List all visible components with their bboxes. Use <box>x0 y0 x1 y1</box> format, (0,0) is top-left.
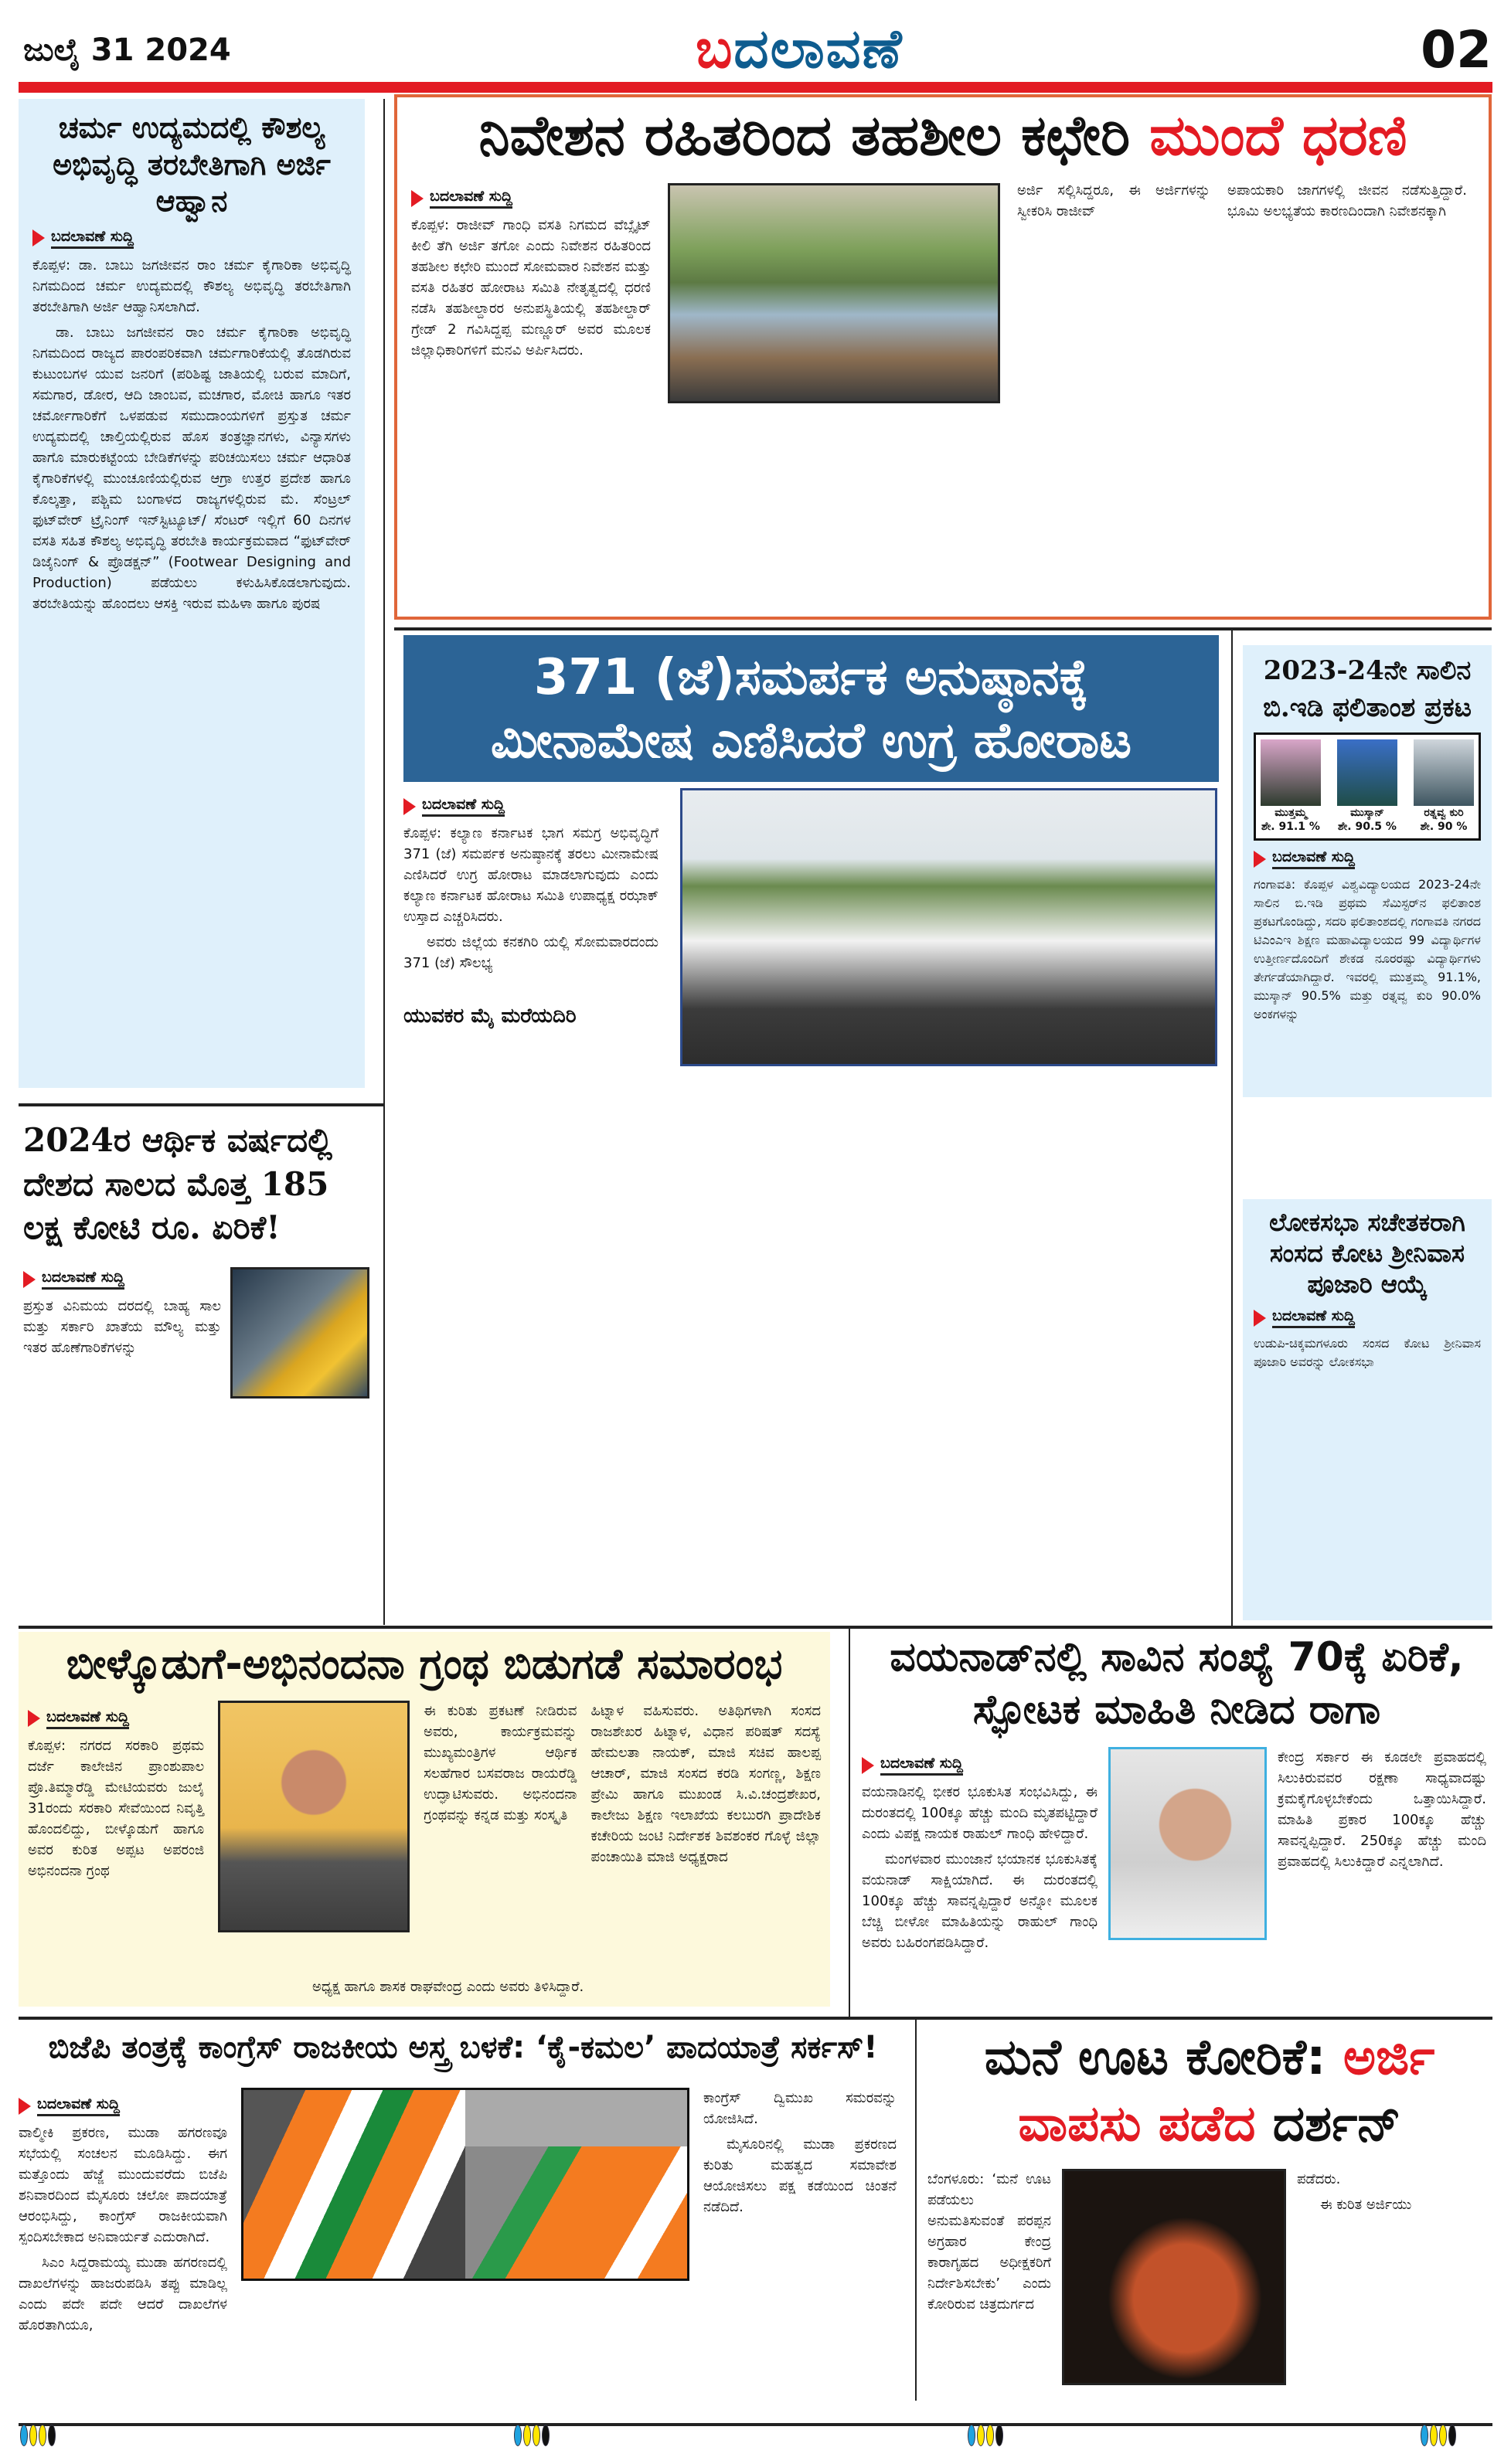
triangle-bullet-icon <box>23 1271 36 1288</box>
article-leather-training <box>19 99 365 1088</box>
student-photos <box>1254 732 1481 841</box>
article-body: ಉಡುಪಿ-ಚಿಕ್ಕಮಗಳೂರು ಸಂಸದ ಕೋಟ ಶ್ರೀನಿವಾಸ ಪೂಜಾರಿ ಅವರನ್ನು ಲೋಕಸಭಾ <box>1254 1336 1481 1369</box>
student-card: ಮುಸ್ಕಾನ್ ಶೇ. 90.5 % <box>1337 739 1397 834</box>
headline: 2023-24ನೇ ಸಾಲಿನ ಬಿ.ಇಡಿ ಫಲಿತಾಂಶ ಪ್ರಕಟ <box>1263 655 1472 723</box>
article-body-col2: ಈ ಕುರಿತು ಪ್ರಕಟಣೆ ನೀಡಿರುವ ಅವರು, ಕಾರ್ಯಕ್ರಮವನ್ನು ಮುಖ್ಯಮಂತ್ರಿಗಳ ಆರ್ಥಿಕ ಸಲಹೆಗಾರ ಬಸವರಾಜ ರಾಯರೆಡ್ಡಿ ಉದ್ಘಾಟಿಸುವರು. ಅಭಿನಂದನಾ ಗ್ರಂಥವನ್ನು ಕನ್ನಡ ಮತ್ತು ಸಂಸ್ಕೃತಿ <box>424 1702 577 1823</box>
article-body-col3: ಅರ್ಜಿ ಸಲ್ಲಿಸಿದ್ದರೂ, ಈ ಅರ್ಜಿಗಳನ್ನು ಸ್ವೀಕರಿಸಿ ರಾಜೀವ್ <box>1017 182 1210 220</box>
party-flags-photo <box>241 2088 689 2281</box>
logo-rest: ದಲಾವಣೆ <box>733 17 904 80</box>
article-body: ವಾಲ್ಮೀಕಿ ಪ್ರಕರಣ, ಮುಡಾ ಹಗರಣವೂ ಸಭೆಯಲ್ಲಿ ಸಂಚಲನ ಮೂಡಿಸಿದ್ದು. ಈಗ ಮತ್ತೊಂದು ಹೆಜ್ಜೆ ಮುಂದುವರೆದು ಬಿಜೆಪಿ ಶನಿವಾರದಿಂದ ಮೈಸೂರು ಚಲೋ ಪಾದಯಾತ್ರೆ ಆರಂಭಿಸಿದ್ದು, ಕಾಂಗ್ರೆಸ್ ರಾಜಕೀಯವಾಗಿ ಸ್ಪಂದಿಸಬೇಕಾದ ಅನಿವಾರ್ಯತೆ ಎದುರಾಗಿದೆ. ಸಿಎಂ ಸಿದ್ದರಾಮಯ್ಯ ಮುಡಾ ಹಗರಣದಲ್ಲಿ ದಾಖಲೆಗಳನ್ನು ಹಾಜರುಪಡಿಸಿ ತಪ್ಪು ಮಾಡಿಲ್ಲ ಎಂದು ಪದೇ ಪದೇ ಆದರೆ ದಾಖಲೆಗಳ ಹೊರತಾಗಿಯೂ, <box>19 2125 227 2333</box>
triangle-bullet-icon <box>403 798 416 815</box>
divider <box>19 2017 1492 2020</box>
article-body: ಕೊಪ್ಪಳ: ರಾಜೀವ್ ಗಾಂಧಿ ವಸತಿ ನಿಗಮದ ವೆಬ್ಸೈಟ್ ಕೀಲಿ ತೆಗಿ ಅರ್ಜಿ ತಗೋ ಎಂದು ನಿವೇಶನ ರಹಿತರಿಂದ ತಹಶೀಲ ಕಛೇರಿ ಮುಂದೆ ಸೋಮವಾರ ನಿವೇಶನ ಮತ್ತು ವಸತಿ ರಹಿತರ ಹೋರಾಟ ಸಮಿತಿ ನೇತೃತ್ವದಲ್ಲಿ ಧರಣಿ ನಡೆಸಿ ತಹಶೀಲ್ದಾರರ ಅನುಪಸ್ಥಿತಿಯಲ್ಲಿ ತಹಶೀಲ್ದಾರ್ ಗ್ರೇಡ್ 2 ಗವಿಸಿದ್ದಪ್ಪ ಮಣ್ಣೂರ್ ಅವರ ಮೂಲಕ ಜಿಲ್ಲಾಧಿಕಾರಿಗಳಿಗೆ ಮನವಿ ಅರ್ಪಿಸಿದರು. <box>411 217 651 359</box>
article-body-col4: ಅಪಾಯಕಾರಿ ಜಾಗಗಳಲ್ಲಿ ಜೀವನ ನಡೆಸುತ್ತಿದ್ದಾರೆ. ಭೂಮಿ ಅಲಭ್ಯತೆಯ ಕಾರಣದಿಂದಾಗಿ ನಿವೇಶನಕ್ಕಾಗಿ <box>1227 182 1467 220</box>
article-body: ಕೊಪ್ಪಳ: ನಗರದ ಸರಕಾರಿ ಪ್ರಥಮ ದರ್ಜೆ ಕಾಲೇಜಿನ ಪ್ರಾಂಶುಪಾಲ ಪ್ರೊ.ತಿಮ್ಮಾರೆಡ್ಡಿ ಮೇಟಿಯವರು ಜುಲೈ 31ರಂದು ಸರಕಾರಿ ಸೇವೆಯಿಂದ ನಿವೃತ್ತಿ ಹೊಂದಲಿದ್ದು, ಬೀಳ್ಕೊಡುಗೆ ಹಾಗೂ ಅವರ ಕುರಿತ ಅಪ್ಪಟ ಅಪರಂಜಿ ಅಭಿನಂದನಾ ಗ್ರಂಥ <box>28 1737 205 1879</box>
student-photo <box>1414 739 1474 806</box>
student-card: ಮುತ್ತಮ್ಮ ಶೇ. 91.1 % <box>1261 739 1321 834</box>
triangle-bullet-icon <box>32 229 45 246</box>
article-darshan <box>927 2024 1492 2403</box>
article-wayanad <box>862 1632 1492 2010</box>
rahul-gandhi-photo <box>1108 1747 1267 1940</box>
byline: ಬದಲಾವಣೆ ಸುದ್ದಿ <box>411 188 651 209</box>
professor-photo <box>218 1701 410 1932</box>
headline: 2024ರ ಆರ್ಥಿಕ ವರ್ಷದಲ್ಲಿ ದೇಶದ ಸಾಲದ ಮೊತ್ತ 185 ಲಕ್ಷ ಕೋಟಿ ರೂ. ಏರಿಕೆ! <box>23 1121 333 1247</box>
rally-photo <box>680 788 1217 1066</box>
headline: ನಿವೇಶನ ರಹಿತರಿಂದ ತಹಶೀಲ ಕಛೇರಿ ಮುಂದೆ ಧರಣಿ <box>478 103 1407 168</box>
issue-date: ಜುಲೈ 31 2024 <box>23 32 231 68</box>
byline: ಬದಲಾವಣೆ ಸುದ್ದಿ <box>32 228 351 249</box>
byline: ಬದಲಾವಣೆ ಸುದ್ದಿ <box>862 1755 1098 1776</box>
newspaper-logo <box>696 17 904 81</box>
triangle-bullet-icon <box>19 2098 31 2115</box>
headline: ಬಿಜೆಪಿ ತಂತ್ರಕ್ಕೆ ಕಾಂಗ್ರೆಸ್ ರಾಜಕೀಯ ಅಸ್ತ್ರ ಬಳಕೆ: ‘ಕೈ-ಕಮಲ’ ಪಾದಯಾತ್ರೆ ಸರ್ಕಸ್! <box>48 2030 878 2065</box>
article-body: ವಯನಾಡಿನಲ್ಲಿ ಭೀಕರ ಭೂಕುಸಿತ ಸಂಭವಿಸಿದ್ದು, ಈ ದುರಂತದಲ್ಲಿ 100ಕ್ಕೂ ಹೆಚ್ಚು ಮಂದಿ ಮೃತಪಟ್ಟಿದ್ದಾರೆ ಎಂದು ವಿಪಕ್ಷ ನಾಯಕ ರಾಹುಲ್ ಗಾಂಧಿ ಹೇಳಿದ್ದಾರೆ. ಮಂಗಳವಾರ ಮುಂಜಾನೆ ಭಯಾನಕ ಭೂಕುಸಿತಕ್ಕೆ ವಯನಾಡ್ ಸಾಕ್ಷಿಯಾಗಿದೆ. ಈ ದುರಂತದಲ್ಲಿ 100ಕ್ಕೂ ಹೆಚ್ಚು ಸಾವನ್ನಪ್ಪಿದ್ದಾರೆ ಅನ್ನೋ ಮೂಲಕ ಬೆಚ್ಚಿ ಬೀಳೋ ಮಾಹಿತಿಯನ್ನು ರಾಹುಲ್ ಗಾಂಧಿ ಅವರು ಬಹಿರಂಗಪಡಿಸಿದ್ದಾರೆ. <box>862 1784 1098 1952</box>
column-rule <box>1231 630 1233 1626</box>
article-bed-results <box>1243 645 1492 1097</box>
triangle-bullet-icon <box>411 190 424 207</box>
subheading: ಯುವಕರ ಮೈ ಮರೆಯದಿರಿ <box>403 1004 577 1028</box>
headline: ಮನೆ ಊಟ ಕೋರಿಕೆ: ಅರ್ಜಿ ವಾಪಸು ಪಡೆದ ದರ್ಶನ್ <box>984 2029 1435 2153</box>
article-farewell <box>19 1632 830 2007</box>
article-body: ಬೆಂಗಳೂರು: ‘ಮನೆ ಊಟ ಪಡೆಯಲು ಅನುಮತಿಸುವಂತೆ ಪರಪ್ಪನ ಅಗ್ರಹಾರ ಕೇಂದ್ರ ಕಾರಾಗೃಹದ ಅಧೀಕ್ಷಕರಿಗೆ ನಿರ್ದೇಶಿಸಬೇಕು’ ಎಂದು ಕೋರಿರುವ ಚಿತ್ರದುರ್ಗದ <box>927 2170 1051 2313</box>
student-photo <box>1261 739 1321 806</box>
divider <box>394 627 1492 630</box>
article-loksabha-whip <box>1243 1199 1492 1620</box>
bjp-flags-photo <box>465 2090 687 2279</box>
student-card: ರತ್ನವ್ವ ಕುರಿ ಶೇ. 90 % <box>1414 739 1474 834</box>
headline: ವಯನಾಡ್‌ನಲ್ಲಿ ಸಾವಿನ ಸಂಖ್ಯೆ 70ಕ್ಕೆ ಏರಿಕೆ, ಸ್ಫೋಟಕ ಮಾಹಿತಿ ನೀಡಿದ ರಾಗಾ <box>890 1634 1464 1733</box>
byline: ಬದಲಾವಣೆ ಸುದ್ದಿ <box>28 1708 204 1729</box>
darshan-photo <box>1062 2169 1286 2385</box>
registration-marks <box>20 2425 56 2446</box>
triangle-bullet-icon <box>28 1710 40 1727</box>
article-body-col3: ಕಾಂಗ್ರೆಸ್ ದ್ವಿಮುಖ ಸಮರವನ್ನು ಯೋಜಿಸಿದೆ. ಮೈಸೂರಿನಲ್ಲಿ ಮುಡಾ ಪ್ರಕರಣದ ಕುರಿತು ಮಹತ್ವದ ಸಮಾವೇಶ ಆಯೋಜಿಸಲು ಪಕ್ಷ ಕಡೆಯಿಂದ ಚಿಂತನೆ ನಡೆದಿದೆ. <box>703 2090 897 2215</box>
triangle-bullet-icon <box>1254 851 1266 868</box>
article-housing-protest <box>394 94 1492 620</box>
byline: ಬದಲಾವಣೆ ಸುದ್ದಿ <box>1254 1307 1481 1328</box>
article-371j <box>403 635 1219 1620</box>
masthead-divider <box>19 82 1492 93</box>
page-number: 02 <box>1421 20 1492 80</box>
article-body: ಗಂಗಾವತಿ: ಕೊಪ್ಪಳ ವಿಶ್ವವಿದ್ಯಾಲಯದ 2023-24ನೇ ಸಾಲಿನ ಬಿ.ಇಡಿ ಪ್ರಥಮ ಸೆಮಿಸ್ಟರ್‌ನ ಫಲಿತಾಂಶ ಪ್ರಕಟಗೊಂಡಿದ್ದು, ಸದರಿ ಫಲಿತಾಂಶದಲ್ಲಿ ಗಂಗಾವತಿ ನಗರದ ಟಿಎಂಎಇ ಶಿಕ್ಷಣ ಮಹಾವಿದ್ಯಾಲಯದ 99 ವಿದ್ಯಾರ್ಥಿಗಳ ಉತ್ತೀರ್ಣದೊಂದಿಗೆ ಶೇಕಡ ನೂರರಷ್ಟು ವಿದ್ಯಾರ್ಥಿಗಳು ತೇರ್ಗಡೆಯಾಗಿದ್ದಾರೆ. ಇವರಲ್ಲಿ ಮುತ್ತಮ್ಮ 91.1%, ಮುಸ್ಕಾನ್ 90.5% ಮತ್ತು ರತ್ನವ್ವ ಕುರಿ 90.0% ಅಂಕಗಳನ್ನು <box>1254 877 1481 1022</box>
article-body-col3: ಪಡೆದರು. ಈ ಕುರಿತ ಅರ್ಜಿಯು <box>1297 2170 1412 2213</box>
article-closing: ಅಧ್ಯಕ್ಷ ಹಾಗೂ ಶಾಸಕ ರಾಘವೇಂದ್ರ ಎಂದು ಅವರು ತಿಳಿಸಿದ್ದಾರೆ. <box>312 1979 584 1995</box>
article-body: ಪ್ರಸ್ತುತ ವಿನಿಮಯ ದರದಲ್ಲಿ ಬಾಹ್ಯ ಸಾಲ ಮತ್ತು ಸರ್ಕಾರಿ ಖಾತೆಯ ಮೌಲ್ಯ ಮತ್ತು ಇತರ ಹೊಣೆಗಾರಿಕೆಗಳನ್ನು <box>23 1298 221 1357</box>
article-bjp-congress <box>19 2024 907 2403</box>
divider <box>19 1103 385 1106</box>
footer-rule <box>19 2423 1492 2426</box>
byline: ಬದಲಾವಣೆ ಸುದ್ದಿ <box>19 2095 227 2116</box>
article-body: ಕೊಪ್ಪಳ: ಕಲ್ಯಾಣ ಕರ್ನಾಟಕ ಭಾಗ ಸಮಗ್ರ ಅಭಿವೃದ್ಧಿಗೆ 371 (ಜೆ) ಸಮರ್ಪಕ ಅನುಷ್ಠಾನಕ್ಕೆ ತರಲು ಮೀನಾಮೇಷ ಎಣಿಸಿದರೆ ಉಗ್ರ ಹೋರಾಟ ಮಾಡಲಾಗುವುದು ಎಂದು ಕಲ್ಯಾಣ ಕರ್ನಾಟಕ ಹೋರಾಟ ಸಮಿತಿ ಉಪಾಧ್ಯಕ್ಷ ರಝಾಕ್ ಉಸ್ತಾದ ಎಚ್ಚರಿಸಿದರು. ಅವರು ಜಿಲ್ಲೆಯ ಕನಕಗಿರಿ ಯಲ್ಲಿ ಸೋಮವಾರದಂದು 371 (ಜೆ) ಸೌಲಭ್ಯ <box>403 825 659 971</box>
divider <box>19 1626 1492 1629</box>
logo-first-letter: ಬ <box>696 17 734 80</box>
byline: ಬದಲಾವಣೆ ಸುದ್ದಿ <box>1254 848 1481 869</box>
headline: ಚರ್ಮ ಉದ್ಯಮದಲ್ಲಿ ಕೌಶಲ್ಯ ಅಭಿವೃದ್ಧಿ ತರಬೇತಿಗಾಗಿ ಅರ್ಜಿ ಆಹ್ವಾನ <box>53 110 331 218</box>
byline: ಬದಲಾವಣೆ ಸುದ್ದಿ <box>23 1269 221 1290</box>
headline: ಲೋಕಸಭಾ ಸಚೇತಕರಾಗಿ ಸಂಸದ ಕೋಟ ಶ್ರೀನಿವಾಸ ಪೂಜಾರಿ ಆಯ್ಕೆ <box>1269 1208 1465 1299</box>
column-rule <box>849 1627 850 2017</box>
triangle-bullet-icon <box>862 1757 874 1774</box>
article-body-col3: ಕೇಂದ್ರ ಸರ್ಕಾರ ಈ ಕೂಡಲೇ ಪ್ರವಾಹದಲ್ಲಿ ಸಿಲುಕಿರುವವರ ರಕ್ಷಣಾ ಸಾಧ್ಯವಾದಷ್ಟು ಕ್ರಮಕೈಗೊಳ್ಳಬೇಕೆಂದು ಒತ್ತಾಯಿಸಿದ್ದಾರೆ. ಮಾಹಿತಿ ಪ್ರಕಾರ 100ಕ್ಕೂ ಹೆಚ್ಚು ಸಾವನ್ನಪ್ಪಿದ್ದಾರೆ. 250ಕ್ಕೂ ಹೆಚ್ಚು ಮಂದಿ ಪ್ರವಾಹದಲ್ಲಿ ಸಿಲುಕಿದ್ದಾರೆ ಎನ್ನಲಾಗಿದೆ. <box>1278 1749 1486 1871</box>
column-rule <box>915 2018 917 2401</box>
registration-marks <box>514 2425 550 2446</box>
headline: ಬೀಳ್ಕೊಡುಗೆ-ಅಭಿನಂದನಾ ಗ್ರಂಥ ಬಿಡುಗಡೆ ಸಮಾರಂಭ <box>66 1640 783 1688</box>
student-photo <box>1337 739 1397 806</box>
article-body: ಕೊಪ್ಪಳ: ಡಾ. ಬಾಬು ಜಗಜೀವನ ರಾಂ ಚರ್ಮ ಕೈಗಾರಿಕಾ ಅಭಿವೃದ್ಧಿ ನಿಗಮದಿಂದ ಚರ್ಮ ಉದ್ಯಮದಲ್ಲಿ ಕೌಶಲ್ಯ ಅಭಿವೃದ್ಧಿ ತರಬೇತಿಗಾಗಿ ತರಬೇತಿಗಾಗಿ ಅರ್ಜಿ ಆಹ್ವಾನಿಸಲಾಗಿದೆ. ಡಾ. ಬಾಬು ಜಗಜೀವನ ರಾಂ ಚರ್ಮ ಕೈಗಾರಿಕಾ ಅಭಿವೃದ್ಧಿ ನಿಗಮದಿಂದ ರಾಜ್ಯದ ಪಾರಂಪರಿಕವಾಗಿ ಚರ್ಮಗಾರಿಕೆಯಲ್ಲಿ ತೊಡಗಿರುವ ಕುಟುಂಬಗಳ ಯುವ ಜನರಿಗೆ (ಪರಿಶಿಷ್ಟ ಜಾತಿಯಲ್ಲಿ ಬರುವ ಮಾದಿಗೆ, ಸಮಗಾರ, ಡೋರ, ಆದಿ ಜಾಂಬವ, ಮಚಗಾರ, ಮೋಚಿ ಹಾಗೂ ಇತರ ಚರ್ಮೋಗಾರಿಕೆಗೆ ಒಳಪಡುವ ಸಮುದಾಂಯಗಳಿಗೆ ಪ್ರಸ್ತುತ ಚರ್ಮ ಉದ್ಯಮದಲ್ಲಿ ಚಾಲ್ತಿಯಲ್ಲಿರುವ ಹೊಸ ತಂತ್ರಜ್ಞಾನಗಳು, ವಿನ್ಯಾಸಗಳು ಹಾಗೊ ಮಾರುಕಟ್ಟೆಂಯ ಬೇಡಿಕೆಗಳನ್ನು ಪರಿಚಯಿಸಲು ಚರ್ಮ ಆಧಾರಿತ ಕೈಗಾರಿಕೆಗಳಲ್ಲಿ ಮುಂಚೂಣಿಯಲ್ಲಿರುವ ಆಗ್ರಾ ಉತ್ತರ ಪ್ರದೇಶ ಹಾಗೂ ಕೊಲ್ಕತ್ತಾ, ಪಶ್ಚಿಮ ಬಂಗಾಳದ ರಾಜ್ಯಗಳಲ್ಲಿರುವ ಮೆ. ಸೆಂಟ್ರಲ್ ಫುಟ್‌ವೇರ್ ಟ್ರೈನಿಂಗ್ ಇನ್‌ಸ್ಟಿಟ್ಯೂಟ್/ ಸೆಂಟರ್ ಇಲ್ಲಿಗೆ 60 ದಿನಗಳ ವಸತಿ ಸಹಿತ ಕೌಶಲ್ಯ ಅಭಿವೃದ್ಧಿ ತರಬೇತಿ ಕಾರ್ಯಕ್ರಮವಾದ “ಫುಟ್‌ವೇರ್ ಡಿಜೈನಿಂಗ್ & ಪ್ರೊಡಕ್ಷನ್” (Footwear Designing and Production) ಪಡೆಯಲು ಕಳುಹಿಸಿಕೊಡಲಾಗುವುದು. ತರಬೇತಿಯನ್ನು ಹೊಂದಲು ಆಸಕ್ತಿ ಇರುವ ಮಹಿಳಾ ಹಾಗೂ ಪುರಷ <box>32 257 351 612</box>
triangle-bullet-icon <box>1254 1310 1266 1327</box>
registration-marks <box>968 2425 1003 2446</box>
column-rule <box>383 99 385 1625</box>
rupee-map-photo <box>230 1267 369 1399</box>
article-national-debt <box>19 1113 374 1615</box>
article-body-col3: ಹಿಟ್ನಾಳ ವಹಿಸುವರು. ಅತಿಥಿಗಳಾಗಿ ಸಂಸದ ರಾಜಶೇಖರ ಹಿಟ್ನಾಳ, ವಿಧಾನ ಪರಿಷತ್ ಸದಸ್ಯೆ ಹೇಮಲತಾ ನಾಯಕ್, ಮಾಜಿ ಸಚಿವ ಹಾಲಪ್ಪ ಆಚಾರ್, ಮಾಜಿ ಸಂಸದ ಕರಡಿ ಸಂಗಣ್ಣ, ಶಿಕ್ಷಣ ಪ್ರೇಮಿ ಹಾಗೂ ಮುಖಂಡ ಸಿ.ವಿ.ಚಂದ್ರಶೇಖರ, ಕಾಲೇಜು ಶಿಕ್ಷಣ ಇಲಾಖೆಯ ಕಲಬುರಗಿ ಪ್ರಾದೇಶಿಕ ಕಚೇರಿಯ ಜಂಟಿ ನಿರ್ದೇಶಕ ಶಿವಶಂಕರ ಗೊಳ್ಳೆ ಜಿಲ್ಲಾ ಪಂಚಾಯಿತಿ ಮಾಜಿ ಅಧ್ಯಕ್ಷರಾದ <box>590 1702 821 1865</box>
headline-banner: 371 (ಜೆ)ಸಮರ್ಪಕ ಅನುಷ್ಠಾನಕ್ಕೆ ಮೀನಾಮೇಷ ಎಣಿಸಿದರೆ ಉಗ್ರ ಹೋರಾಟ <box>403 635 1219 782</box>
registration-marks <box>1421 2425 1456 2446</box>
byline: ಬದಲಾವಣೆ ಸುದ್ದಿ <box>403 796 659 817</box>
congress-flags-photo <box>243 2090 465 2279</box>
protest-photo <box>668 183 1000 403</box>
